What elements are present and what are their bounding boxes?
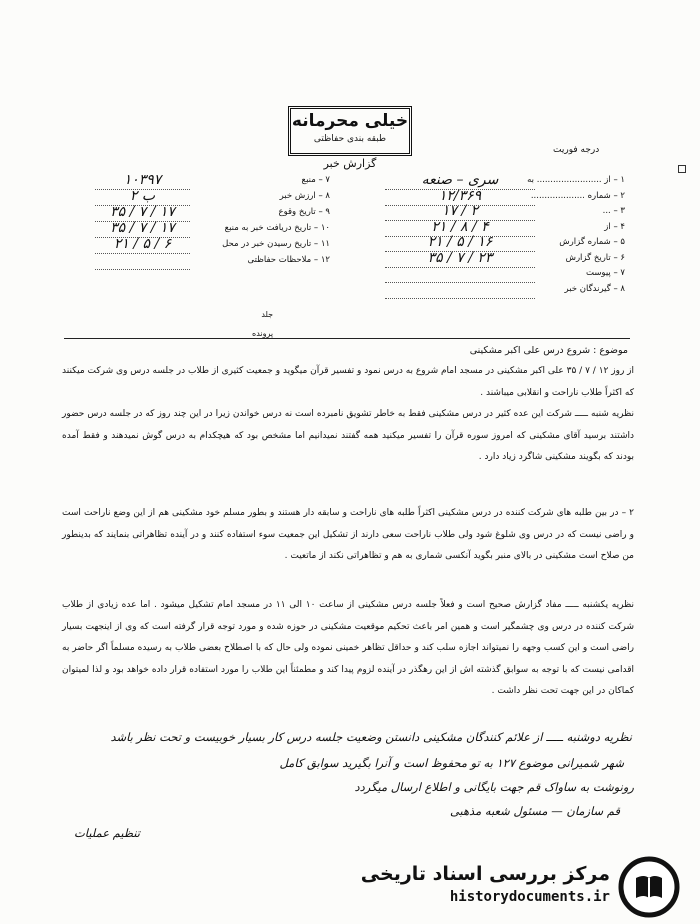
field-value: ۱۰۳۹۷ xyxy=(95,170,190,190)
field-value xyxy=(95,250,190,270)
field-label: ۱۲ – ملاحظات حفاظتی xyxy=(247,255,330,265)
field-label: ۹ – تاریخ وقوع xyxy=(278,207,330,217)
field-label: ۱ – از ........................ به xyxy=(527,175,625,185)
field-label: ۸ – ارزش خبر xyxy=(279,191,330,201)
copy-label: پرونده xyxy=(252,329,274,338)
archive-logo-icon xyxy=(618,856,680,918)
field-value: ۳۵ / ۷ / ۲۳ xyxy=(385,248,535,268)
body-paragraph: نظریه یکشنبه ـــــ مفاد گزارش صحیح است و فعلاً جلسه درس مشکینی از ساعت ۱۰ الی ۱۱ در مسجد امام تشکیل میشود . اما عده زیادی از طلاب شرکت کننده در درس وی چشمگیر است و همین امر باعث تحکیم موقعیت مشکینی در حوزه شده و مورد توجه قرار گرفته است که وی از اینجهت بسیار راضی است و این کسب وجهه را نمیتواند اجازه سلب کند و حداقل تظاهر خمینی نموده ولی حال که با اصطلاح بعضی طلاب به رسیده مسلماً اگر حاضر به اقدامی نیست که با توجه به سوابق گذشته اش از این رهگذر در آینده لزوم پیدا کند و مطمئناً این طلاب را مورد استفاده قرار داده خواهد بود و لذا لمیتوان کماکان در این جهت تحت نظر داشت . xyxy=(62,600,634,696)
classification-subtitle: طبقه بندی حفاظتی xyxy=(313,134,387,144)
handwritten-note: قم سازمان — مسئول شعبه مذهبی xyxy=(449,804,620,818)
subject-line: موضوع : شروع درس علی اکبر مشکینی xyxy=(469,345,628,356)
handwritten-note: تنظیم عملیات xyxy=(73,826,140,840)
classification-stamp xyxy=(288,106,412,156)
form-field xyxy=(385,279,625,301)
body-paragraph: ۲ – در بین طلبه های شرکت کننده در درس مشکینی اکثراً طلبه های ناراحت و سابقه دار هستند و بطور مسلم خود مشکینی هم از این وضع ناراحت است و راضی نیست که در درس وی شلوغ شود ولی طلاب ناراحت سعی دارند از تشکیل این جمعیت سوء استفاده کنند و در آینده تظاهراتی بنمایند که بدینطور من صلاح است مشکینی در بالای منبر بگوید آنکسی شماری به هم و تظاهراتی نکند از ماتعیت . xyxy=(62,508,634,561)
field-label: ۶ – تاریخ گزارش xyxy=(565,252,625,263)
priority-label: درجه فوریت xyxy=(553,145,600,155)
handwritten-note: نظریه دوشنبه ـــــ از علائم کنندگان مشکینی دانستن وضعیت جلسه درس کار بسیار خوبیست و تحت نظر باشد xyxy=(110,730,632,744)
field-value: ب ۲ xyxy=(95,186,190,206)
field-label: ۳ – ... xyxy=(602,206,625,216)
field-value: ۳۵ / ۷ / ۱۷ xyxy=(95,202,190,222)
classification-title: خیلی محرمانه xyxy=(291,111,409,131)
form-subtitle: گزارش خبر xyxy=(323,157,377,170)
archive-watermark xyxy=(360,855,686,919)
field-label: ۴ – از xyxy=(604,221,625,232)
copies-label: جلد xyxy=(261,310,274,319)
field-label: ۸ – گیرندگان خبر xyxy=(564,283,625,294)
field-value: سری – صنعه xyxy=(385,170,535,190)
field-value: ۲۱ / ۵ / ۶ xyxy=(95,234,190,254)
archive-url: historydocuments.ir xyxy=(449,889,610,905)
field-label: ۷ – پیوست xyxy=(585,268,625,278)
priority-checkbox xyxy=(678,165,686,173)
field-value: ۱۲/۳۶۹ xyxy=(385,186,535,206)
copies-block xyxy=(252,310,273,338)
body-paragraph: از روز ۱۲ / ۷ / ۳۵ علی اکبر مشکینی در مسجد امام شروع به درس نمود و تفسیر قرآن میگوید و جمعیت کثیری از طلاب در جلسه درس وی شرکت میکنند که اکثراً طلاب ناراحت و انقلابی میباشند . xyxy=(62,366,635,398)
handwritten-note: رونوشت به ساواک قم جهت بایگانی و اطلاع ارسال میگردد xyxy=(354,780,634,794)
field-value: ۲۱ / ۸ / ۴ xyxy=(385,217,535,237)
divider xyxy=(64,338,630,339)
body-paragraph: نظریه شنبه ـــــ شرکت این عده کثیر در درس مشکینی فقط به خاطر تشویق نامبرده است نه درس خواندن زیرا در این چند روز که در جلسه درس حضور داشتند برسید آقای مشکینی که امروز سوره قرآن را تفسیر میکنید همه گفتند نمیدانیم اما مشخص بود که هیچکدام به درس گوش نمیدهند و فقط آمده بودند که بگویند مشکینی شاگرد زیاد دارد . xyxy=(62,409,634,462)
field-label: ۱۱ – تاریخ رسیدن خبر در محل xyxy=(222,239,330,249)
archive-name: مرکز بررسی اسناد تاریخی xyxy=(360,863,610,885)
field-label: ۱۰ – تاریخ دریافت خبر به منبع xyxy=(224,223,330,233)
field-label: ۲ – شماره .................... xyxy=(530,190,625,201)
handwritten-note: شهر شمیرانی موضوع ۱۲۷ به تو محفوظ است و آنرا بگیرید سوابق کامل xyxy=(279,756,624,770)
field-value: ۳۵ / ۷ / ۱۷ xyxy=(95,218,190,238)
field-label: ۵ – شماره گزارش xyxy=(559,237,625,247)
field-value: ۲۱ / ۵ / ۱۶ xyxy=(385,232,535,252)
field-value xyxy=(385,279,535,299)
field-value: ۱۷ / ۲ xyxy=(385,201,535,221)
form-field xyxy=(95,250,330,272)
field-label: ۷ – منبع xyxy=(301,175,330,185)
